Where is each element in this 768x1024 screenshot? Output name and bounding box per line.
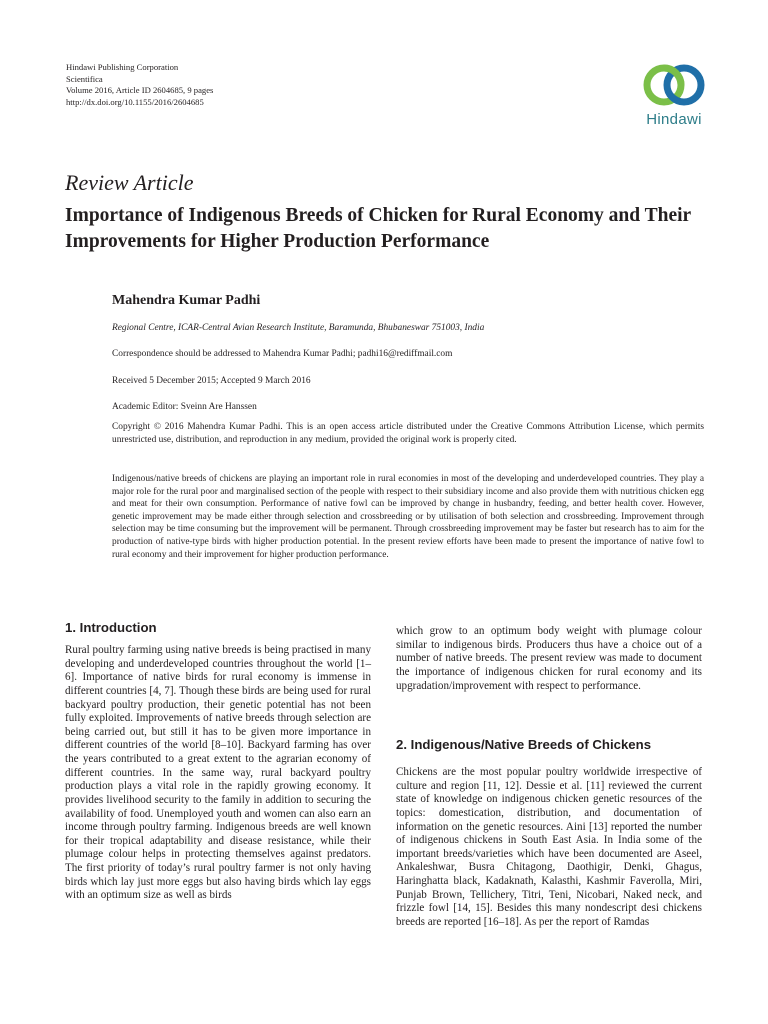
introduction-continued-text: which grow to an optimum body weight with plumage colour similar to indigenous birds. Producers thus have a choice out of a number of native breeds. The present review was made to document the importance of indigenous chicken for rural economy and its upgradation/improvement with respect to performance. — [396, 625, 702, 692]
publisher-name: Hindawi Publishing Corporation — [66, 62, 179, 72]
abstract: Indigenous/native breeds of chickens are playing an important role in rural economies in most of the developing and underdeveloped countries. They play a major role for the rural poor and marginalised section of the people with respect to their subsidiary income and also provide them with nutritious chicken egg and meat for their own consumption. Performance of native fowl can be improved by change in husbandry, feeding, and better health cover. However, genetic improvement may be made either through selection and crossbreeding or by utilisation of both selection and crossbreeding. Improvement through selection may be time consuming but the improvement will be permanent. Through crossbreeding improvement may be faster but research has to aim for the production of native-type birds with higher production potential. In the present review efforts have been made to present the importance of native fowl to rural economy and their improvement for higher production performance. — [112, 474, 704, 560]
doi-link[interactable]: http://dx.doi.org/10.1155/2016/2604685 — [66, 96, 204, 107]
academic-editor: Academic Editor: Sveinn Are Hanssen — [112, 402, 257, 412]
article-type: Review Article — [65, 170, 194, 195]
affiliation: Regional Centre, ICAR-Central Avian Research Institute, Baramunda, Bhubaneswar 751003, India — [112, 323, 485, 333]
correspondence: Correspondence should be addressed to Mahendra Kumar Padhi; padhi16@rediffmail.com — [112, 349, 453, 359]
copyright-notice: Copyright © 2016 Mahendra Kumar Padhi. This is an open access article distributed under the Creative Commons Attribution License, which permits unrestricted use, distribution, and reproduction in any medium, provided the original work is properly cited. — [112, 422, 704, 445]
article-title: Importance of Indigenous Breeds of Chicken for Rural Economy and Their Improvements for Higher Production Performance — [65, 205, 691, 252]
hindawi-logo — [634, 58, 714, 134]
breeds-text: Chickens are the most popular poultry worldwide irrespective of culture and region [11, 12]. Dessie et al. [11] reviewed the current state of knowledge on indigenous chicken genetic resources of the topics: domestication, distribution, and documentation of information on the genetic resources. Aini [13] reported the number of indigenous chickens in South East Asia. In India some of the important breeds/varieties which have been documented are Aseel, Ankaleshwar, Busra Chitagong, Daothigir, Denki, Ghagus, Haringhatta black, Kadaknath, Kalasthi, Kashmir Faverolla, Miri, Punjab Brown, Tellichery, Titri, Teni, Nicobari, Naked neck, and frizzle fowl [14, 15]. Besides this many nondescript desi chickens breeds are reported [16–18]. As per the report of Ramdas — [396, 766, 702, 928]
logo-wordmark: Hindawi — [646, 111, 702, 128]
introduction-text: Rural poultry farming using native breeds is being practised in many developing and underdeveloped countries throughout the world [1–6]. Importance of native birds for rural economy is immense in different countries [4, 7]. Though these birds are being used for rural backyard poultry production, their genetic potential has not been fully exploited. Improvements of native breeds through selection are being carried out, but still it has to be given more importance in different countries of the world [8–10]. Backyard farming has over the years contributed to a great extent to the agrarian economy of different countries. In the same way, rural backyard poultry production plays a vital role in the rapidly growing economy. It provides livelihood security to the family in addition to securing the availability of food. Unemployed youth and women can also earn an income through poultry farming. Indigenous breeds are well known for their tropical adaptability and disease resistance, while their plumage colour helps in protecting themselves against predators. The first priority of today’s rural poultry farmer is not only having birds which lay just more eggs but also having birds which lay eggs with an optimum size as well as birds — [65, 644, 371, 902]
hindawi-rings-icon — [640, 58, 708, 110]
journal-name: Scientifica — [66, 73, 103, 84]
breeds-heading: 2. Indigenous/Native Breeds of Chickens — [396, 737, 652, 752]
introduction-heading: 1. Introduction — [65, 620, 157, 635]
received-accepted-dates: Received 5 December 2015; Accepted 9 March 2016 — [112, 376, 311, 386]
journal-header — [66, 62, 213, 108]
author-name: Mahendra Kumar Padhi — [112, 293, 261, 308]
volume-info: Volume 2016, Article ID 2604685, 9 pages — [66, 85, 214, 96]
